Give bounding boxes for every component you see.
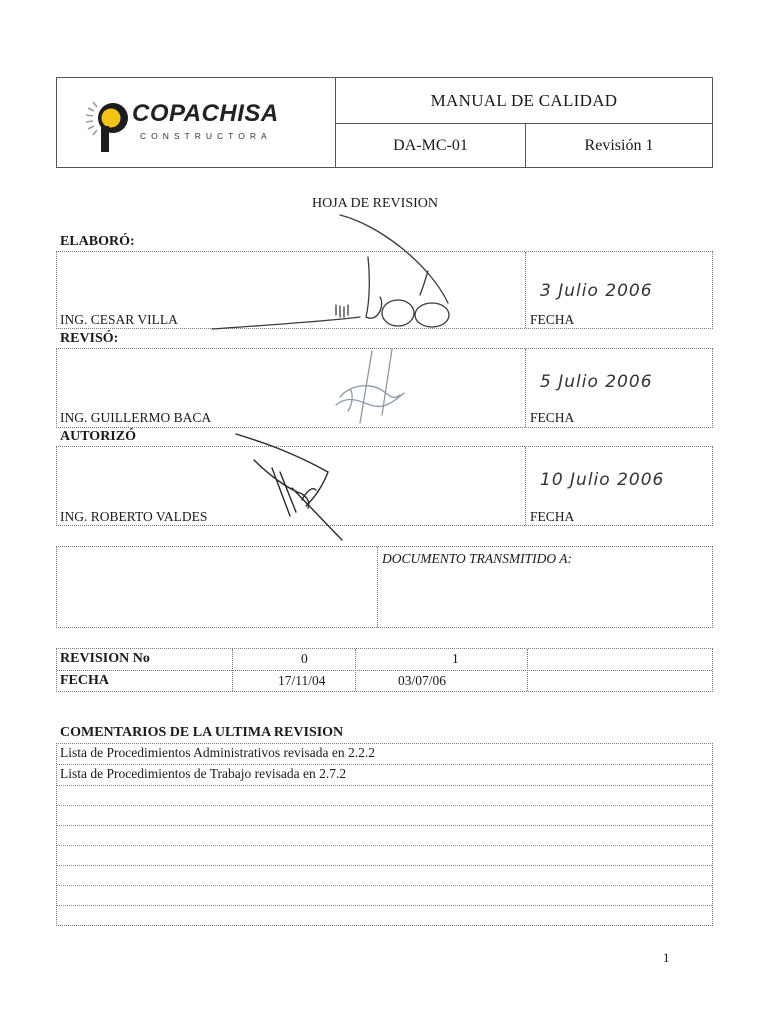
- elaboro-name: ING. CESAR VILLA: [60, 312, 178, 327]
- comments-line: [57, 825, 712, 826]
- autorizo-label: AUTORIZÓ: [60, 429, 136, 444]
- elaboro-signature-icon: [210, 205, 460, 335]
- comment-line-text: Lista de Procedimientos de Trabajo revisada en 2.7.2: [60, 766, 347, 781]
- revision-table-col: [355, 649, 356, 691]
- comments-line: [57, 805, 712, 806]
- autorizo-date-label: FECHA: [530, 509, 575, 524]
- reviso-date-label: FECHA: [530, 410, 575, 425]
- copachisa-logo-icon: [82, 90, 138, 154]
- manual-title: MANUAL DE CALIDAD: [336, 78, 712, 124]
- comments-line: [57, 865, 712, 866]
- comments-line: [57, 845, 712, 846]
- reviso-date: 5 Julio 2006: [540, 372, 653, 392]
- autorizo-signature-icon: [232, 428, 352, 543]
- revision-number: Revisión 1: [584, 136, 654, 154]
- reviso-signature-icon: [330, 345, 420, 430]
- revision-table: [56, 648, 713, 692]
- revision-number-cell: 1: [452, 651, 459, 666]
- autorizo-divider: [525, 447, 526, 525]
- logo-sub-text: CONSTRUCTORA: [140, 131, 272, 141]
- reviso-name: ING. GUILLERMO BACA: [60, 410, 212, 425]
- comments-line: [57, 905, 712, 906]
- transmitted-divider: [377, 547, 378, 627]
- revision-table-col: [527, 649, 528, 691]
- revision-table-hline: [57, 670, 712, 671]
- transmitted-label: DOCUMENTO TRANSMITIDO A:: [382, 551, 573, 566]
- elaboro-date: 3 Julio 2006: [540, 281, 653, 301]
- autorizo-name: ING. ROBERTO VALDES: [60, 509, 208, 524]
- revision-number-cell: 0: [301, 651, 308, 666]
- elaboro-label: ELABORÓ:: [60, 234, 135, 249]
- document-code: DA-MC-01: [336, 124, 526, 167]
- sheet-title: HOJA DE REVISION: [312, 196, 438, 211]
- reviso-label: REVISÓ:: [60, 331, 119, 346]
- autorizo-date: 10 Julio 2006: [540, 470, 665, 490]
- comments-line: [57, 764, 712, 765]
- reviso-divider: [525, 349, 526, 427]
- comments-title: COMENTARIOS DE LA ULTIMA REVISION: [60, 725, 344, 740]
- revision-date-label: FECHA: [60, 673, 109, 688]
- revision-date-cell: 17/11/04: [278, 673, 326, 688]
- comment-line-text: Lista de Procedimientos Administrativos revisada en 2.2.2: [60, 745, 375, 760]
- comments-line: [57, 885, 712, 886]
- elaboro-date-label: FECHA: [530, 312, 575, 327]
- revision-table-col: [232, 649, 233, 691]
- revision-date-cell: 03/07/06: [398, 673, 447, 688]
- comments-line: [57, 785, 712, 786]
- logo-brand-text: COPACHISA: [132, 100, 279, 127]
- revision-no-label: REVISION No: [60, 651, 150, 666]
- page-number: 1: [663, 950, 670, 965]
- elaboro-divider: [525, 252, 526, 328]
